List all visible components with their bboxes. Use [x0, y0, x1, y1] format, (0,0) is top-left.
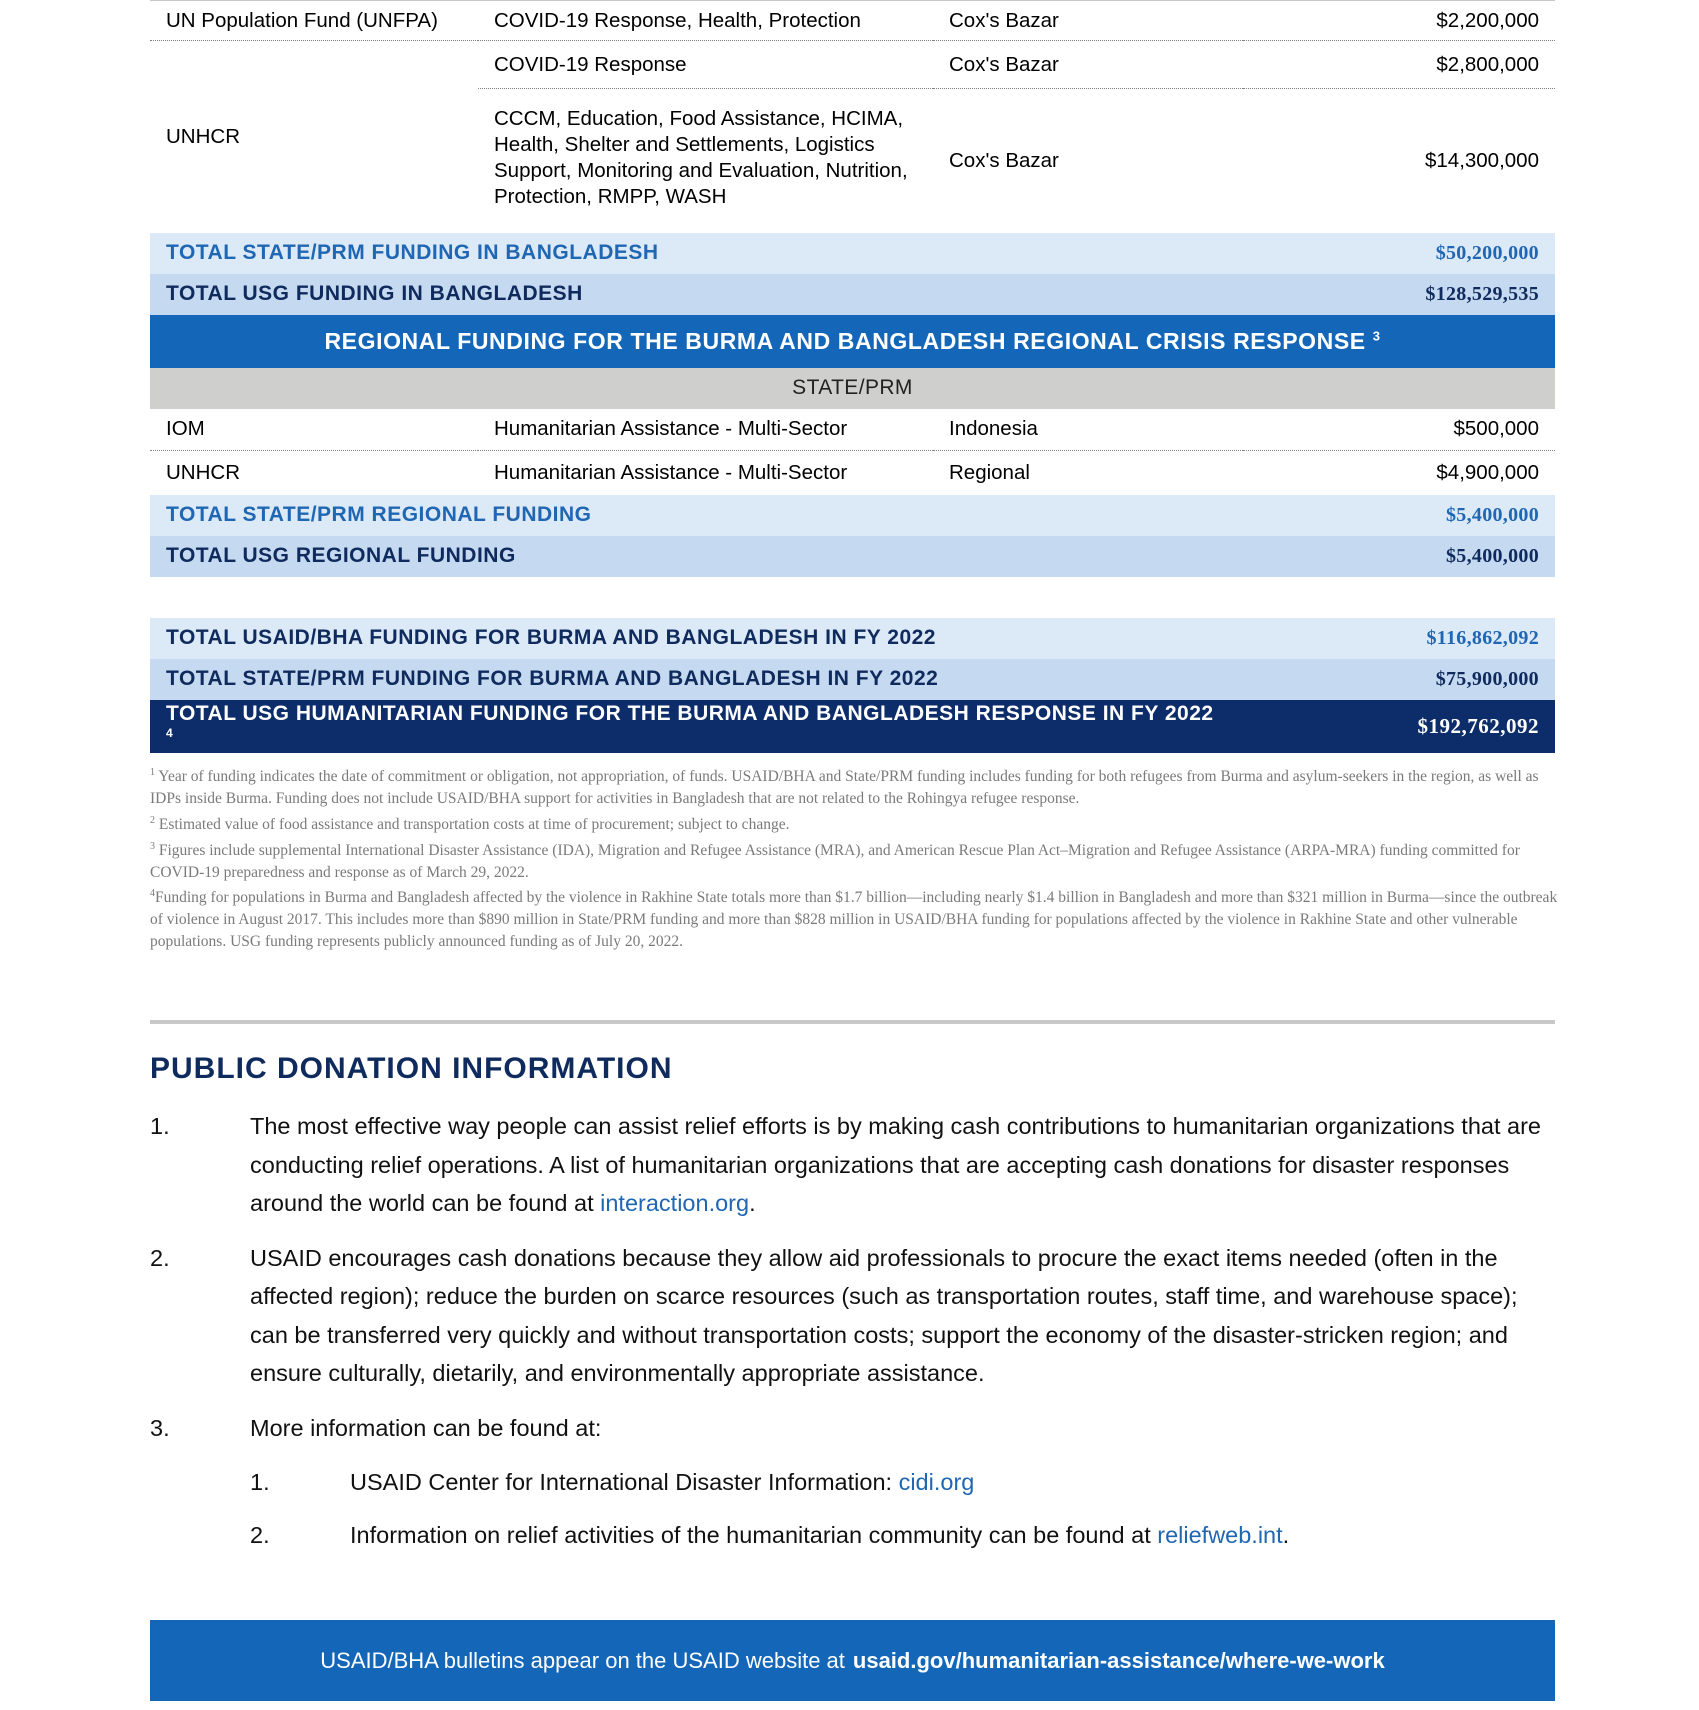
total-usg-bangladesh-row: [150, 274, 1555, 315]
total-usg-regional-row: [150, 536, 1555, 577]
interaction-link[interactable]: interaction.org: [600, 1190, 750, 1216]
funding-table: [150, 0, 1555, 753]
total-label: TOTAL STATE/PRM REGIONAL FUNDING: [150, 495, 1243, 536]
total-label: TOTAL USG FUNDING IN BANGLADESH: [150, 274, 1243, 315]
table-row: [150, 1, 1555, 41]
item-text: The most effective way people can assist relief efforts is by making cash contributions to humanitarian organizations that are conducting relief operations. A list of humanitarian organizations that are accepting cash donations for disaster responses around the world can be found at: [250, 1113, 1541, 1216]
total-usg-humanitarian-row: [150, 700, 1555, 753]
donation-list: [150, 1107, 1555, 1554]
item-text: USAID Center for International Disaster Information:: [350, 1469, 899, 1495]
location-cell: Regional: [949, 460, 1030, 484]
footnote: $^1$ Year of funding indicates the date of commitment or obligation, not appropriation, of funds. USAID/BHA and State/PRM funding includes funding for both refugees from Burma and asylum-seekers in the region, as well as IDPs inside Burma. Funding does not include USAID/BHA support for activities in Bangladesh that are not related to the Rohingya refugee response.: [150, 767, 1539, 807]
total-amount: $75,900,000: [1243, 659, 1555, 700]
location-cell: Cox's Bazar: [949, 148, 1059, 172]
regional-funding-header: [150, 315, 1555, 368]
total-amount: $116,862,092: [1243, 618, 1555, 659]
total-state-prm-regional-row: [150, 495, 1555, 536]
amount-cell: $500,000: [1243, 409, 1555, 451]
item-number: 2.: [150, 1244, 170, 1271]
section-title: PUBLIC DONATION INFORMATION: [150, 1052, 673, 1085]
total-label: TOTAL USG REGIONAL FUNDING: [150, 536, 1243, 577]
cidi-link[interactable]: cidi.org: [898, 1469, 975, 1495]
table-row: [150, 41, 1555, 89]
location-cell: Cox's Bazar: [933, 1, 1243, 41]
total-bha-row: [150, 618, 1555, 659]
location-cell: Indonesia: [933, 409, 1243, 451]
org-cell: UNHCR: [166, 460, 241, 484]
total-label: TOTAL USG HUMANITARIAN FUNDING FOR THE BURMA AND BANGLADESH RESPONSE IN FY 2022: [166, 701, 1214, 725]
activity-cell: COVID-19 Response: [478, 41, 933, 89]
total-amount: $5,400,000: [1243, 536, 1555, 577]
activity-cell: Humanitarian Assistance - Multi-Sector: [494, 460, 848, 484]
footnote: $^4$Funding for populations in Burma and Bangladesh affected by the violence in Rakhine State totals more than $1.7 billion—including nearly $1.4 billion in Bangladesh and more than $321 million in Burma—since the outbreak of violence in August 2017. This includes more than $890 million in State/PRM funding and more than $828 million in USAID/BHA funding for populations affected by the violence in Rakhine State and other vulnerable populations. USG funding represents publicly announced funding as of July 20, 2022.: [150, 888, 1558, 951]
regional-header-text: REGIONAL FUNDING FOR THE BURMA AND BANGLADESH REGIONAL CRISIS RESPONSE: [324, 327, 1366, 354]
activity-cell: COVID-19 Response, Health, Protection: [478, 1, 933, 41]
funding-table-section: [150, 0, 1550, 753]
total-amount: $50,200,000: [1243, 233, 1555, 274]
amount-cell: $2,800,000: [1243, 41, 1555, 89]
org-cell: UN Population Fund (UNFPA): [150, 1, 478, 41]
footnote: $^3$ Figures include supplemental International Disaster Assistance (IDA), Migration and Refugee Assistance (MRA), and American Rescue Plan Act–Migration and Refugee Assistance (ARPA-MRA) funding committed for COVID-19 preparedness and response as of March 29, 2022.: [150, 840, 1520, 881]
agency-header: STATE/PRM: [150, 368, 1555, 409]
sub-list-item: 2. Information on relief activities of the humanitarian community can be found at reliefweb.int.: [150, 1516, 1555, 1555]
list-item: 1. The most effective way people can assist relief efforts is by making cash contributions to humanitarian organizations that are conducting relief operations. A list of humanitarian organizations that are accepting cash donations for disaster responses around the world can be found at interaction.org.: [150, 1107, 1555, 1223]
reliefweb-link[interactable]: reliefweb.int: [1157, 1521, 1283, 1548]
amount-cell: $4,900,000: [1436, 460, 1539, 484]
sub-list-item: [150, 1463, 1555, 1502]
total-state-prm-row: [150, 659, 1555, 700]
bulletin-banner: [150, 1620, 1555, 1701]
item-number: 3.: [150, 1414, 170, 1441]
usaid-link[interactable]: usaid.gov/humanitarian-assistance/where-we-work: [852, 1647, 1385, 1673]
list-item: [150, 1239, 1555, 1393]
activity-cell: CCCM, Education, Food Assistance, HCIMA, Health, Shelter and Settlements, Logistics Support, Monitoring and Evaluation, Nutrition, Protection, RMPP, WASH: [494, 106, 908, 208]
location-cell: Cox's Bazar: [933, 41, 1243, 89]
total-label: TOTAL USAID/BHA FUNDING FOR BURMA AND BANGLADESH IN FY 2022: [150, 618, 1243, 659]
item-number: 1.: [150, 1113, 170, 1139]
org-cell: UNHCR: [166, 124, 241, 148]
banner-text: USAID/BHA bulletins appear on the USAID website at: [320, 1647, 845, 1673]
footnote-ref: 3: [1372, 327, 1381, 343]
total-label: TOTAL STATE/PRM FUNDING IN BANGLADESH: [150, 233, 1243, 274]
amount-cell: $14,300,000: [1424, 148, 1539, 172]
item-number: 1.: [250, 1469, 270, 1495]
total-state-prm-bangladesh-row: [150, 233, 1555, 274]
item-text: More information can be found at:: [250, 1414, 602, 1441]
list-item: [150, 1409, 1555, 1448]
amount-cell: $2,200,000: [1243, 1, 1555, 41]
table-row: [150, 451, 1555, 495]
footnote-ref: 4: [166, 725, 174, 740]
total-amount: $128,529,535: [1243, 274, 1555, 315]
agency-header-row: [150, 368, 1555, 409]
total-amount: $192,762,092: [1243, 700, 1555, 753]
total-label: TOTAL STATE/PRM FUNDING FOR BURMA AND BANGLADESH IN FY 2022: [150, 659, 1243, 700]
item-number: 2.: [250, 1521, 270, 1548]
total-amount: $5,400,000: [1243, 495, 1555, 536]
item-text: USAID encourages cash donations because they allow aid professionals to procure the exact items needed (often in the affected region); reduce the burden on scarce resources (such as transportation routes, staff time, and warehouse space); can be transferred very quickly and without transportation costs; support the economy of the disaster-stricken region; and ensure culturally, dietarily, and environmentally appropriate assistance.: [250, 1244, 1518, 1386]
activity-cell: Humanitarian Assistance - Multi-Sector: [478, 409, 933, 451]
section-divider: [150, 1020, 1555, 1024]
footnote: $^2$ Estimated value of food assistance and transportation costs at time of procurement; subject to change.: [150, 814, 790, 833]
table-row: [150, 409, 1555, 451]
org-cell: IOM: [150, 409, 478, 451]
item-text: Information on relief activities of the humanitarian community can be found at: [350, 1521, 1158, 1548]
footnotes: [150, 762, 1560, 953]
